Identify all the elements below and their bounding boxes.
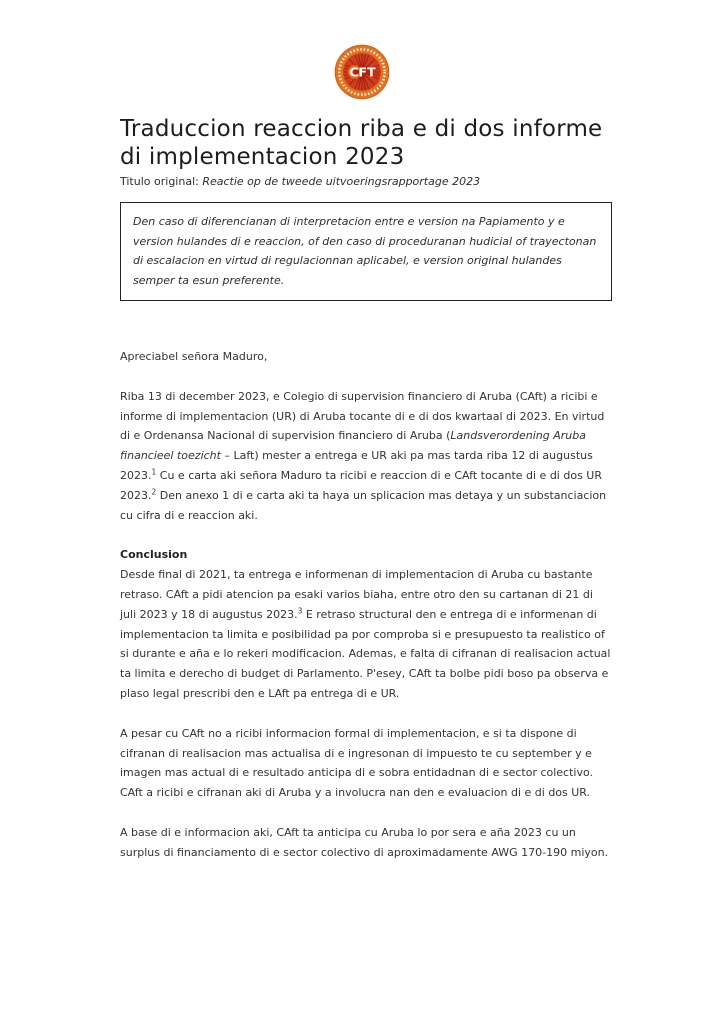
footnote-marker-1: 1: [151, 467, 157, 477]
footnote-marker-3: 3: [297, 606, 303, 616]
cft-seal-logo: [334, 44, 390, 100]
paragraph-surplus: A base di e informacion aki, CAft ta anticipa cu Aruba lo por sera e aña 2023 cu un surplus di financiamento di e sector colectivo di aproximadamente AWG 170-190 miyon.: [120, 825, 609, 859]
conclusion-heading: Conclusion: [120, 548, 188, 562]
greeting: Apreciabel señora Maduro,: [120, 350, 268, 363]
paragraph-conclusion: Desde final di 2021, ta entrega e informenan di implementacion di Aruba cu bastante retraso. CAft a pidi atencion pa esaki varios biaha, entre otro den su cartanan di 21 di juli 2023 y 18 di augustus 2023.$^3$ E retraso structural den e entrega di e informenan di implementacion ta limita e posibilidad pa por comproba si e presupuesto ta realistico of si durante e aña e lo rekeri modificacion. Ademas, e falta di cifranan di realisacion actual ta limita e derecho di budget di Parlamento. P'esey, CAft ta bolbe pidi boso pa observa e plaso legal prescribi den e LAft pa entrega di e UR.: [120, 568, 611, 700]
letter-content: [120, 115, 612, 863]
disclaimer-text: Den caso di diferencianan di interpretacion entre e version na Papiamento y e version hulandes di e reaccion, of den caso di proceduranan hudicial of trayectonan di escalacion en virtud di regulacionnan aplicabel, e version original hulandes semper ta esun preferente.: [133, 215, 597, 287]
subtitle-label: Titulo original:: [120, 175, 203, 188]
paragraph-intro-text: Riba 13 di december 2023, e Colegio di supervision financiero di Aruba (CAft) a ricibi e informe di implementacion (UR) di Aruba tocante di e di dos kwartaal di 2023. En virtud di e Ordenansa Nacional di supervision financiero di Aruba (: [120, 389, 605, 443]
subtitle: [120, 174, 612, 189]
footnote-marker-2: 2: [151, 487, 157, 497]
subtitle-original-title: Reactie op de tweede uitvoeringsrapportage 2023: [202, 175, 481, 188]
law-name-italic: Landsverordening Aruba financieel toezicht: [120, 429, 586, 463]
cft-seal-icon: [334, 44, 390, 100]
paragraph-intro: Riba 13 di december 2023, e Colegio di supervision financiero di Aruba (CAft) a ricibi e informe di implementacion (UR) di Aruba tocante di e di dos kwartaal di 2023. En virtud di e Ordenansa Nacional di supervision financiero di Aruba (Landsverordening Aruba financieel toezicht – Laft) mester a entrega e UR aki pa mas tarda riba 12 di augustus 2023.$^1$ Cu e carta aki señora Maduro ta ricibi e reaccion di e CAft tocante di e di dos UR 2023.$^2$ Den anexo 1 di e carta aki ta haya un splicacion mas detaya y un substanciacion cu cifra di e reaccion aki.: [120, 389, 607, 522]
paragraph-cifranan: A pesar cu CAft no a ricibi informacion formal di implementacion, e si ta dispone di cifranan di realisacion mas actualisa di e ingresonan di impuesto te cu september y e imagen mas actual di e resultado anticipa di e sobra entidadnan di e sector colectivo. CAft a ricibi e cifranan aki di Aruba y a involucra nan den e evaluacion di e di dos UR.: [120, 726, 594, 800]
seal-text: CFT: [349, 64, 376, 80]
disclaimer-box: [120, 202, 612, 301]
page-title: Traduccion reaccion riba e di dos informe di implementacion 2023: [120, 116, 603, 170]
